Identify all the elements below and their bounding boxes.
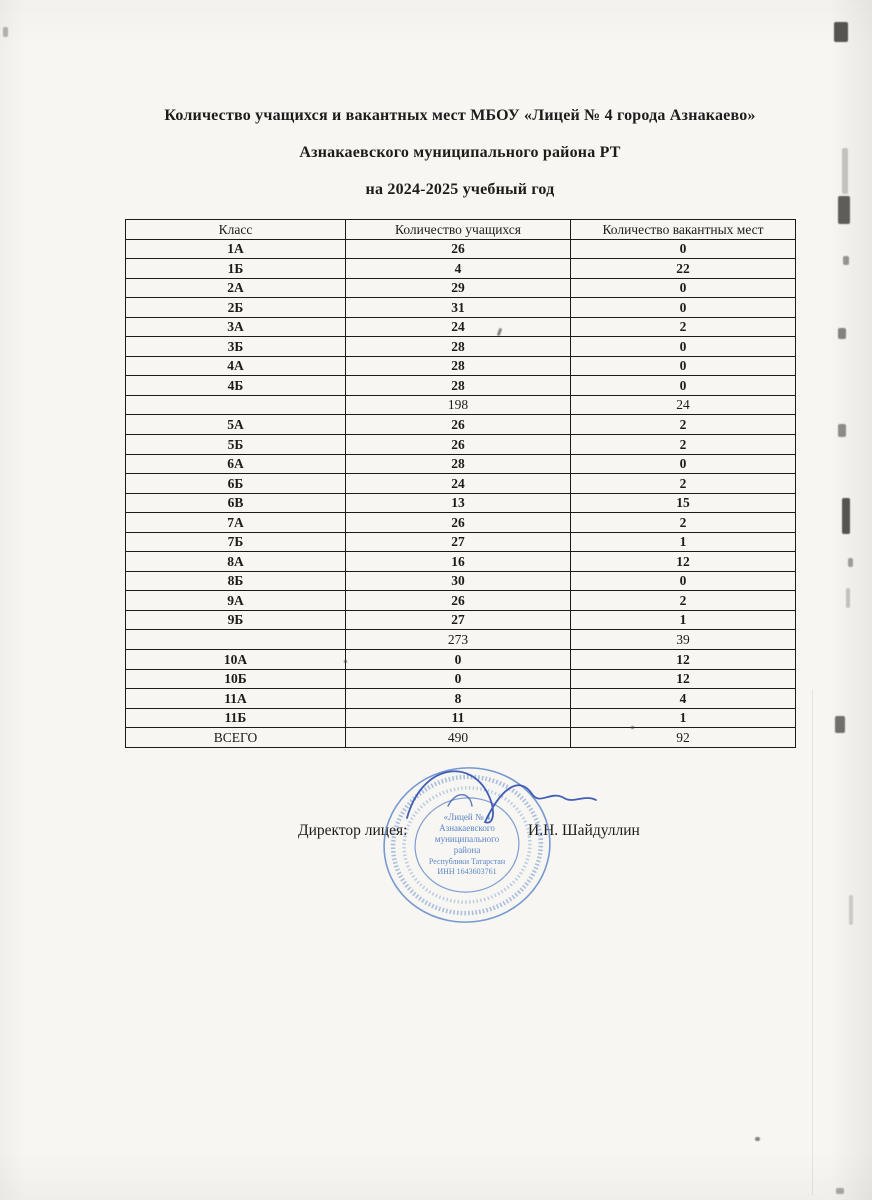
table-row bbox=[126, 278, 796, 298]
cell-students: 27 bbox=[346, 532, 571, 552]
cell-vacant: 2 bbox=[571, 513, 796, 533]
cell-vacant: 1 bbox=[571, 610, 796, 630]
table-row bbox=[126, 317, 796, 337]
stamp-text-line3: муниципального bbox=[434, 834, 500, 844]
table-row bbox=[126, 454, 796, 474]
cell-class: 10Б bbox=[126, 669, 346, 689]
stray-dot bbox=[344, 660, 347, 663]
cell-class: 5Б bbox=[126, 435, 346, 455]
cell-vacant: 1 bbox=[571, 532, 796, 552]
cell-vacant: 2 bbox=[571, 474, 796, 494]
table-row bbox=[126, 669, 796, 689]
cell-vacant: 12 bbox=[571, 650, 796, 670]
cell-class: 9Б bbox=[126, 610, 346, 630]
cell-class bbox=[126, 630, 346, 650]
table-row bbox=[126, 689, 796, 709]
cell-vacant: 12 bbox=[571, 552, 796, 572]
cell-vacant: 0 bbox=[571, 454, 796, 474]
cell-students: 26 bbox=[346, 435, 571, 455]
cell-students: 28 bbox=[346, 337, 571, 357]
cell-vacant: 0 bbox=[571, 571, 796, 591]
enrollment-table-body bbox=[126, 239, 796, 747]
document-subtitle: Азнакаевского муниципального района РТ bbox=[299, 144, 621, 161]
cell-class: 6А bbox=[126, 454, 346, 474]
cell-students: 24 bbox=[346, 474, 571, 494]
cell-students: 16 bbox=[346, 552, 571, 572]
cell-class: 2Б bbox=[126, 298, 346, 318]
scan-artifact bbox=[836, 1188, 844, 1194]
cell-class: 5А bbox=[126, 415, 346, 435]
table-row bbox=[126, 591, 796, 611]
document-title: Количество учащихся и вакантных мест МБОУ «Лицей № 4 города Азнакаево» bbox=[164, 107, 756, 124]
enrollment-table bbox=[125, 219, 796, 748]
cell-students: 26 bbox=[346, 415, 571, 435]
cell-vacant: 24 bbox=[571, 395, 796, 415]
cell-students: 198 bbox=[346, 395, 571, 415]
cell-students: 0 bbox=[346, 650, 571, 670]
table-row bbox=[126, 259, 796, 279]
cell-vacant: 2 bbox=[571, 591, 796, 611]
table-row bbox=[126, 474, 796, 494]
director-label: Директор лицея: bbox=[298, 822, 408, 839]
cell-class: 6Б bbox=[126, 474, 346, 494]
signature-line bbox=[0, 820, 872, 844]
table-row bbox=[126, 728, 796, 748]
table-header-row bbox=[126, 220, 796, 240]
stamp-text-line2: Азнакаевского bbox=[439, 823, 495, 833]
cell-class: 2А bbox=[126, 278, 346, 298]
table-row bbox=[126, 532, 796, 552]
column-header-vacancies: Количество вакантных мест bbox=[571, 220, 796, 240]
cell-class: 11Б bbox=[126, 708, 346, 728]
scan-artifact bbox=[846, 588, 850, 608]
cell-students: 28 bbox=[346, 356, 571, 376]
cell-vacant: 92 bbox=[571, 728, 796, 748]
cell-class: 3А bbox=[126, 317, 346, 337]
cell-vacant: 0 bbox=[571, 376, 796, 396]
table-row bbox=[126, 337, 796, 357]
cell-vacant: 0 bbox=[571, 356, 796, 376]
table-row bbox=[126, 356, 796, 376]
scan-artifact bbox=[835, 716, 845, 733]
table-row bbox=[126, 239, 796, 259]
cell-students: 0 bbox=[346, 669, 571, 689]
cell-students: 28 bbox=[346, 376, 571, 396]
cell-class: 4А bbox=[126, 356, 346, 376]
table-row bbox=[126, 571, 796, 591]
scan-artifact bbox=[838, 328, 846, 339]
scan-artifact bbox=[842, 148, 848, 194]
cell-class: 10А bbox=[126, 650, 346, 670]
table-row bbox=[126, 630, 796, 650]
cell-class: 8Б bbox=[126, 571, 346, 591]
cell-vacant: 12 bbox=[571, 669, 796, 689]
cell-students: 26 bbox=[346, 239, 571, 259]
table-row bbox=[126, 395, 796, 415]
stamp-text-line5: Республики Татарстан bbox=[428, 857, 506, 866]
cell-students: 490 bbox=[346, 728, 571, 748]
cell-vacant: 0 bbox=[571, 278, 796, 298]
cell-vacant: 0 bbox=[571, 337, 796, 357]
cell-class: 6В bbox=[126, 493, 346, 513]
scan-artifact bbox=[755, 1137, 760, 1141]
cell-students: 30 bbox=[346, 571, 571, 591]
table-row bbox=[126, 493, 796, 513]
stamp-text-line4: района bbox=[453, 845, 481, 855]
table-row bbox=[126, 708, 796, 728]
cell-vacant: 15 bbox=[571, 493, 796, 513]
scan-artifact bbox=[848, 558, 853, 567]
scan-artifact bbox=[3, 27, 8, 37]
cell-students: 8 bbox=[346, 689, 571, 709]
table-row bbox=[126, 650, 796, 670]
cell-students: 13 bbox=[346, 493, 571, 513]
table-row bbox=[126, 552, 796, 572]
cell-vacant: 2 bbox=[571, 317, 796, 337]
scan-artifact bbox=[838, 424, 846, 437]
scan-artifact bbox=[834, 22, 848, 42]
document-header bbox=[50, 108, 870, 219]
cell-class: 1А bbox=[126, 239, 346, 259]
cell-students: 28 bbox=[346, 454, 571, 474]
scan-artifact bbox=[838, 196, 850, 224]
cell-students: 26 bbox=[346, 513, 571, 533]
cell-vacant: 1 bbox=[571, 708, 796, 728]
scan-artifact bbox=[843, 256, 849, 265]
stray-dot bbox=[631, 726, 634, 729]
cell-class: 3Б bbox=[126, 337, 346, 357]
cell-vacant: 0 bbox=[571, 298, 796, 318]
cell-vacant: 22 bbox=[571, 259, 796, 279]
director-signature-flourish bbox=[448, 795, 472, 806]
column-header-class: Класс bbox=[126, 220, 346, 240]
cell-students: 4 bbox=[346, 259, 571, 279]
cell-vacant: 4 bbox=[571, 689, 796, 709]
document-school-year: на 2024-2025 учебный год bbox=[365, 181, 555, 198]
cell-vacant: 39 bbox=[571, 630, 796, 650]
cell-students: 11 bbox=[346, 708, 571, 728]
table-row bbox=[126, 376, 796, 396]
table-row bbox=[126, 435, 796, 455]
cell-students: 31 bbox=[346, 298, 571, 318]
cell-class: 9А bbox=[126, 591, 346, 611]
stamp-text-line6: ИНН 1643603761 bbox=[437, 867, 497, 876]
cell-students: 29 bbox=[346, 278, 571, 298]
scan-fold-line bbox=[812, 690, 813, 1195]
cell-class: 1Б bbox=[126, 259, 346, 279]
scan-artifact bbox=[849, 895, 853, 925]
cell-vacant: 0 bbox=[571, 239, 796, 259]
stamp-ring-text bbox=[384, 767, 549, 922]
cell-class: 11А bbox=[126, 689, 346, 709]
scan-artifact bbox=[842, 498, 850, 534]
director-name: И.Н. Шайдуллин bbox=[528, 822, 640, 839]
table-row bbox=[126, 610, 796, 630]
table-row bbox=[126, 298, 796, 318]
cell-class: 7Б bbox=[126, 532, 346, 552]
column-header-students: Количество учащихся bbox=[346, 220, 571, 240]
stamp-text-line1: «Лицей № 4 bbox=[443, 812, 491, 822]
table-row bbox=[126, 513, 796, 533]
director-signature bbox=[407, 771, 596, 822]
cell-class: 8А bbox=[126, 552, 346, 572]
cell-class: ВСЕГО bbox=[126, 728, 346, 748]
cell-students: 273 bbox=[346, 630, 571, 650]
cell-students: 26 bbox=[346, 591, 571, 611]
cell-class: 4Б bbox=[126, 376, 346, 396]
cell-vacant: 2 bbox=[571, 435, 796, 455]
cell-vacant: 2 bbox=[571, 415, 796, 435]
cell-students: 24 bbox=[346, 317, 571, 337]
cell-class bbox=[126, 395, 346, 415]
table-row bbox=[126, 415, 796, 435]
stamp-ring-text-inner bbox=[397, 780, 538, 910]
cell-students: 27 bbox=[346, 610, 571, 630]
cell-class: 7А bbox=[126, 513, 346, 533]
